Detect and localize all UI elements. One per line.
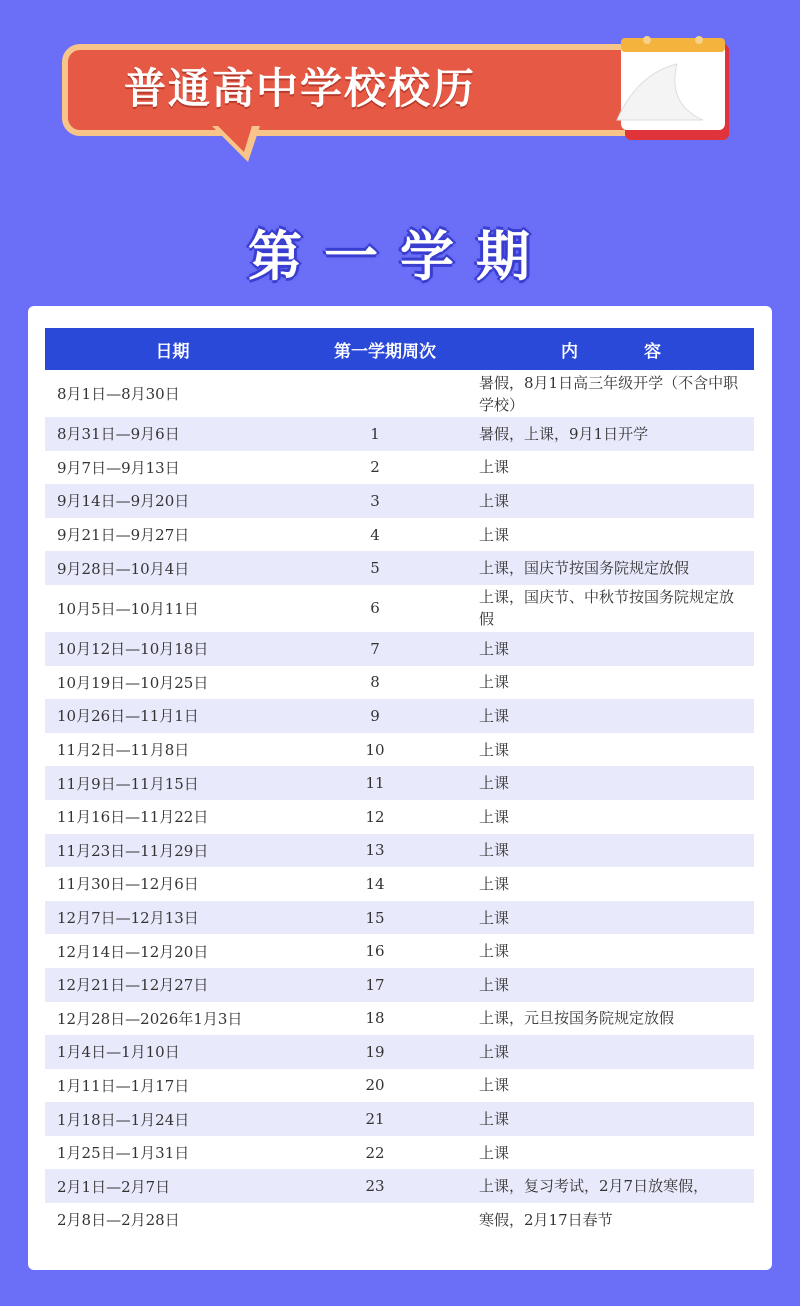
cell-date: 12月28日—2026年1月3日 (57, 1009, 243, 1028)
title-banner (62, 44, 742, 174)
table-row (45, 451, 754, 485)
cell-date: 11月9日—11月15日 (57, 774, 199, 793)
table-body (45, 370, 754, 1237)
cell-content: 上课 (479, 673, 510, 692)
table-row (45, 1002, 754, 1036)
table-row (45, 518, 754, 552)
cell-week: 2 (370, 458, 380, 477)
banner-tail-inner (218, 126, 252, 152)
header-content: 内 容 (561, 341, 661, 362)
table-row (45, 1035, 754, 1069)
cell-date: 12月14日—12月20日 (57, 942, 209, 961)
cell-week: 3 (370, 491, 380, 510)
cell-date: 1月18日—1月24日 (57, 1110, 190, 1129)
cell-content: 上课，复习考试，2月7日放寒假， (479, 1177, 709, 1196)
cell-content: 上课 (479, 1076, 510, 1095)
cell-date: 9月7日—9月13日 (57, 458, 180, 477)
cell-content: 上课 (479, 942, 510, 961)
cell-week: 22 (365, 1143, 385, 1162)
table-row (45, 370, 754, 417)
cell-content: 暑假，8月1日高三年级开学（不含中职学校） (479, 373, 739, 414)
cell-week: 7 (370, 639, 380, 658)
table-row (45, 484, 754, 518)
cell-date: 2月8日—2月28日 (57, 1211, 180, 1230)
table-row (45, 1102, 754, 1136)
cell-content: 上课，国庆节按国务院规定放假 (479, 559, 690, 578)
table-row (45, 1069, 754, 1103)
cell-content: 上课 (479, 491, 510, 510)
header-week: 第一学期周次 (334, 341, 436, 362)
cell-content: 上课 (479, 841, 510, 860)
cell-week: 19 (365, 1042, 385, 1061)
cell-date: 8月1日—8月30日 (57, 385, 180, 403)
cell-date: 1月25日—1月31日 (57, 1144, 190, 1163)
table-row (45, 551, 754, 585)
semester-title: 第一学期 (248, 225, 552, 288)
table-row (45, 1203, 754, 1237)
table-row (45, 968, 754, 1002)
table-row (45, 699, 754, 733)
cell-week: 14 (365, 874, 385, 893)
cell-week: 15 (365, 908, 385, 927)
table-row (45, 1136, 754, 1170)
schedule-table (45, 328, 754, 1237)
table-header (45, 328, 754, 370)
cell-week: 1 (370, 424, 380, 443)
table-row (45, 834, 754, 868)
cell-content: 上课 (479, 1110, 510, 1129)
calendar-icon (607, 34, 737, 144)
cell-content: 上课，国庆节、中秋节按国务院规定放假 (479, 588, 735, 629)
cell-content: 上课 (479, 525, 510, 544)
cell-week: 17 (365, 975, 385, 994)
calendar-card (28, 306, 772, 1270)
cell-date: 1月11日—1月17日 (57, 1076, 190, 1095)
table-row (45, 934, 754, 968)
cell-content: 上课 (479, 807, 510, 826)
cell-week: 10 (365, 740, 385, 759)
table-row (45, 666, 754, 700)
cell-date: 9月14日—9月20日 (57, 492, 190, 511)
cell-content: 上课 (479, 774, 510, 793)
table-row (45, 867, 754, 901)
table-row (45, 1169, 754, 1203)
table-row (45, 901, 754, 935)
table-row (45, 632, 754, 666)
cell-week: 12 (365, 807, 385, 826)
table-row (45, 417, 754, 451)
cell-date: 9月21日—9月27日 (57, 526, 190, 545)
cell-content: 上课 (479, 1143, 510, 1162)
cell-date: 10月19日—10月25日 (57, 673, 209, 692)
table-row (45, 800, 754, 834)
cell-content: 上课 (479, 458, 510, 477)
cell-week: 20 (365, 1076, 385, 1095)
cell-date: 11月30日—12月6日 (57, 875, 199, 894)
cell-content: 上课 (479, 1042, 510, 1061)
page-title: 普通高中学校校历 (124, 64, 477, 113)
header-date: 日期 (155, 341, 190, 362)
table-row (45, 733, 754, 767)
cell-content: 上课 (479, 639, 510, 658)
table-row (45, 766, 754, 800)
table-row (45, 585, 754, 632)
cell-date: 2月1日—2月7日 (57, 1177, 171, 1196)
cell-week: 16 (365, 942, 385, 961)
cell-content: 上课 (479, 975, 510, 994)
cell-date: 9月28日—10月4日 (57, 559, 190, 578)
cell-week: 6 (370, 599, 380, 618)
cell-week: 5 (370, 559, 380, 578)
cell-week: 13 (365, 841, 385, 860)
cell-week: 21 (365, 1110, 385, 1129)
cell-week: 11 (365, 774, 385, 793)
cell-date: 10月12日—10月18日 (57, 640, 209, 659)
cell-content: 上课，元旦按国务院规定放假 (479, 1009, 675, 1028)
cell-date: 10月26日—11月1日 (57, 707, 199, 726)
cell-date: 12月7日—12月13日 (57, 909, 199, 928)
cell-week: 23 (365, 1177, 385, 1196)
cell-date: 8月31日—9月6日 (57, 425, 180, 444)
cell-content: 上课 (479, 874, 510, 893)
cell-date: 11月16日—11月22日 (57, 808, 209, 827)
cell-week: 8 (370, 673, 380, 692)
cell-content: 上课 (479, 706, 510, 725)
cell-content: 寒假，2月17日春节 (479, 1210, 613, 1229)
cell-content: 上课 (479, 908, 510, 927)
cell-week: 18 (365, 1009, 385, 1028)
cell-date: 1月4日—1月10日 (57, 1043, 180, 1062)
cell-date: 11月23日—11月29日 (57, 841, 209, 860)
cell-date: 11月2日—11月8日 (57, 741, 190, 760)
cell-content: 上课 (479, 740, 510, 759)
cell-week: 4 (370, 525, 380, 544)
cell-week: 9 (370, 706, 380, 725)
cell-date: 10月5日—10月11日 (57, 599, 199, 618)
cell-date: 12月21日—12月27日 (57, 976, 209, 995)
cell-content: 暑假，上课，9月1日开学 (479, 424, 649, 443)
